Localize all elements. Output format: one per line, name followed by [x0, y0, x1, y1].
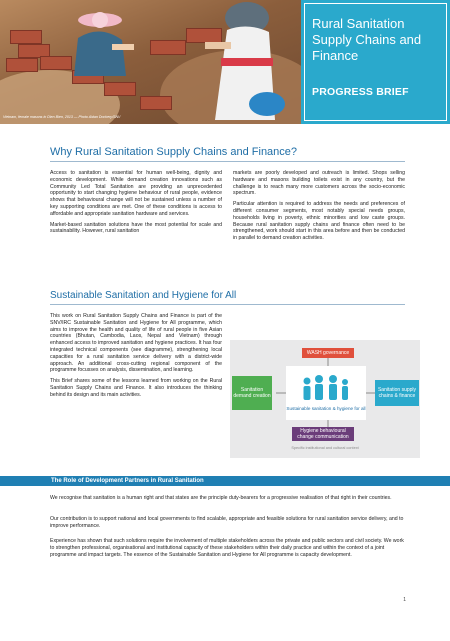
photo-caption: Vietnam, female masons in Dien Bien, 2013 — Photo Aidan Dockery/SNV [3, 115, 121, 119]
section1-right-paragraph: Particular attention is required to address the needs and preferences of different consumer segments, most notably special needs groups, households living in poverty, ethnic minorities and low caste groups. Because rural sanitation supply chains and finance often need to be strengthened, work should start in this area before and then be conducted in parallel to demand creation activities. [233, 201, 405, 242]
section3-paragraph: We recognise that sanitation is a human right and that states are the principle duty-bearers for a progressive realisation of that right in their countries. [50, 495, 392, 501]
section1-heading: Why Rural Sanitation Supply Chains and Finance? [50, 146, 298, 158]
section1-right-paragraph: markets are poorly developed and outreach is limited. Shops selling hardware and masons building toilets exist in any country, but the challenge is to reach many more customers across the socio-economic spectrum. [233, 170, 405, 197]
mason-pink-hat-figure [60, 6, 140, 76]
supply-chains-box: Sanitation supply chains & finance [375, 380, 419, 406]
header-photo [0, 0, 301, 124]
programme-components-diagram [230, 340, 420, 458]
section1-left-paragraph: Market-based sanitation solutions have the most potential for scale and sustainability. However, rural sanitation [50, 221, 222, 235]
section2-paragraph: This work on Rural Sanitation Supply Chains and Finance is part of the SNV/IRC Sustainable Sanitation and Hygiene for All programme, which aims to improve the health and quality of life of rural people in five Asian countries (Bhutan, Cambodia, Laos, Nepal and Vietnam) through enhanced access to improved sanitation and hygiene practices. It has four integrated technical components (see diagramme), strengthening local capacities for a rural sanitation service delivery with a district-wide approach. An additional cross-cutting regional component of the programme focusses on analysis, dissemination, and learning. [50, 313, 222, 374]
section3-band [0, 476, 450, 486]
people-group-icon [300, 372, 352, 404]
section3-paragraph: Experience has shown that such solutions require the involvement of multiple stakeholders across the private and public sectors and civil society. We work to strengthen professional, organisational and institutional capacity of these stakeholders within their daily practice and within the context of a joint programme and impact targets. The essence of the Sustainable Sanitation and Hygiene for All programme is capacity development. [50, 538, 404, 558]
wash-governance-box: WASH governance [302, 348, 354, 358]
section2-column [50, 313, 222, 403]
page-number: 1 [403, 597, 406, 603]
section2-rule [50, 304, 405, 305]
brief-subtitle: PROGRESS BRIEF [312, 86, 409, 98]
section1-right-column [233, 170, 405, 246]
section1-left-column [50, 170, 222, 239]
section1-left-paragraph: Access to sanitation is essential for human well-being, dignity and economic development. While demand creation innovations such as Community Led Total Sanitation are providing an unprecedented opportunity to start changing hygiene behaviour of rural people, evidence shows that behavioural change will not be sustained unless a number of key supporting conditions are met. One of these conditions is access to affordable and appropriate sanitation hardware and services. [50, 170, 222, 217]
mason-helmet-figure [205, 0, 295, 124]
diagram-center [286, 366, 366, 420]
diagram-context-label: Specific institutional and cultural context [291, 446, 359, 450]
diagram-center-label: Sustainable sanitation & hygiene for all [286, 406, 366, 411]
section2-heading: Sustainable Sanitation and Hygiene for All [50, 290, 237, 301]
demand-creation-box: Sanitation demand creation [232, 376, 272, 410]
section1-rule [50, 161, 405, 162]
hygiene-bcc-box: Hygiene behavioural change communication [292, 427, 354, 441]
title-panel [301, 0, 450, 124]
brief-title: Rural Sanitation Supply Chains and Finance [312, 16, 422, 63]
section3-paragraph: Our contribution is to support national and local governments to find scalable, appropriate and feasible solutions for rural sanitation service delivery, and to improve performance. [50, 516, 404, 529]
section2-paragraph: This Brief shares some of the lessons learned from working on the Rural Sanitation Supply Chains and Finance. It also introduces the thinking behind its design and its main activities. [50, 378, 222, 398]
section3-heading: The Role of Development Partners in Rural Sanitation [51, 478, 204, 484]
